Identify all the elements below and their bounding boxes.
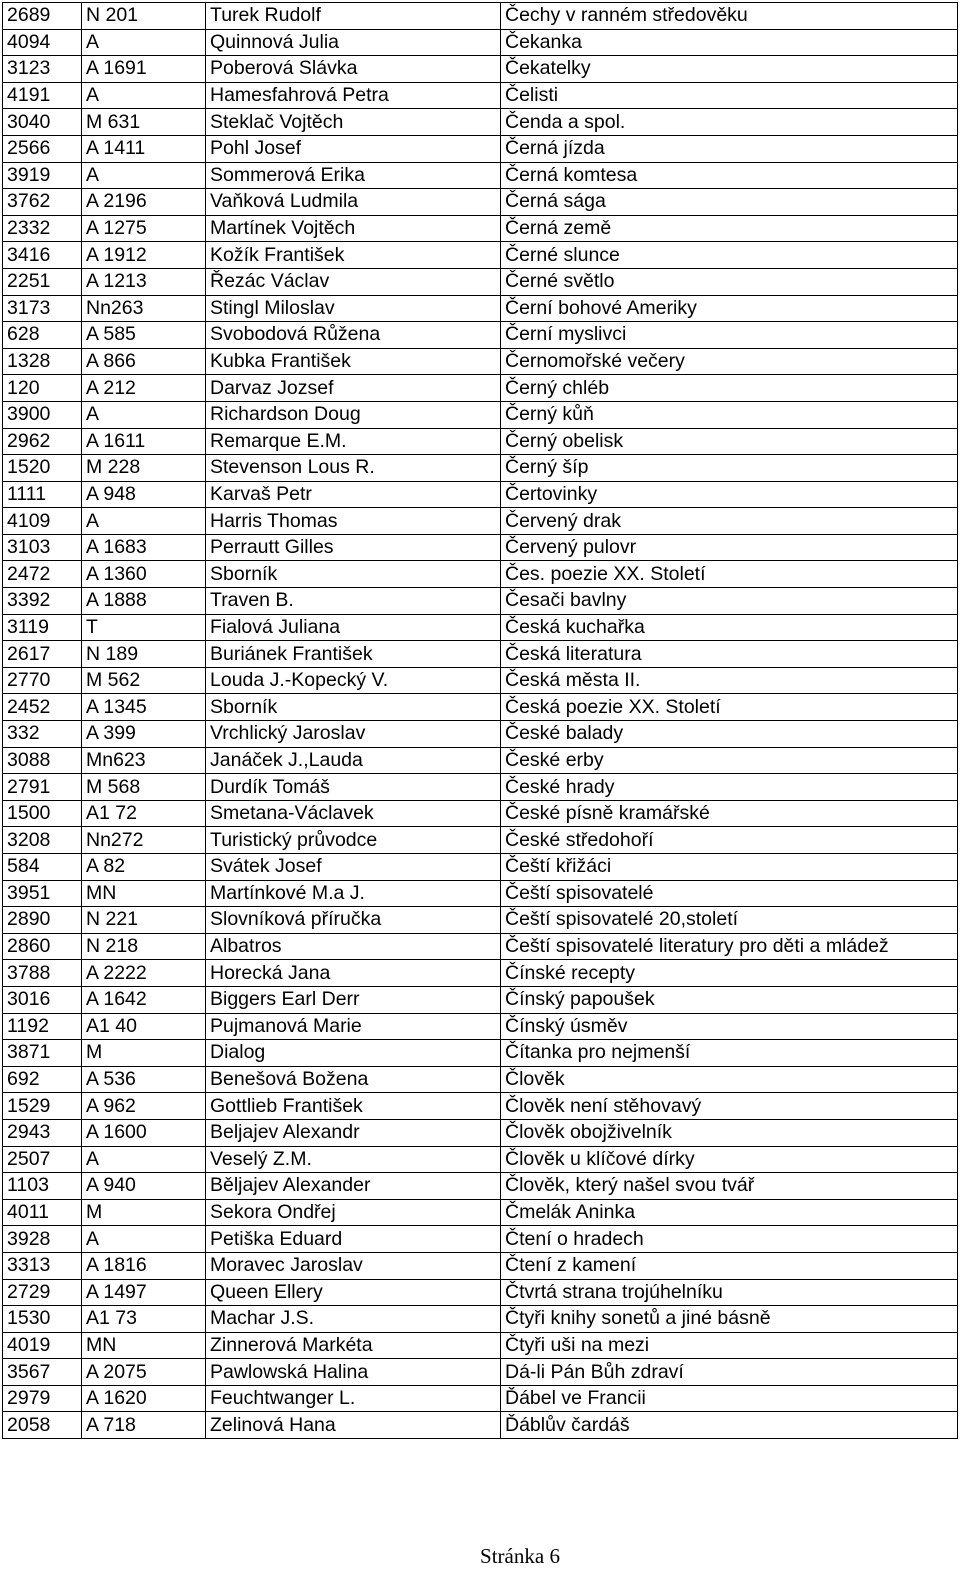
table-row bbox=[3, 774, 958, 801]
table-row bbox=[3, 56, 958, 83]
author-cell: Durdík Tomáš bbox=[206, 774, 501, 801]
book-id-cell: 2507 bbox=[3, 1146, 82, 1173]
book-id-cell: 4094 bbox=[3, 29, 82, 56]
book-title-cell: Česká poezie XX. Století bbox=[501, 694, 958, 721]
author-cell: Kubka František bbox=[206, 348, 501, 375]
author-cell: Beljajev Alexandr bbox=[206, 1119, 501, 1146]
shelf-signature-cell: A 1691 bbox=[82, 56, 206, 83]
table-row bbox=[3, 721, 958, 748]
shelf-signature-cell: M 568 bbox=[82, 774, 206, 801]
author-cell: Pohl Josef bbox=[206, 135, 501, 162]
author-cell: Slovníková příručka bbox=[206, 907, 501, 934]
shelf-signature-cell: A 1620 bbox=[82, 1385, 206, 1412]
table-row bbox=[3, 1306, 958, 1333]
shelf-signature-cell: M 631 bbox=[82, 109, 206, 136]
book-id-cell: 3173 bbox=[3, 295, 82, 322]
shelf-signature-cell: Nn263 bbox=[82, 295, 206, 322]
book-id-cell: 1500 bbox=[3, 800, 82, 827]
book-title-cell: Černé světlo bbox=[501, 268, 958, 295]
book-id-cell: 3900 bbox=[3, 401, 82, 428]
shelf-signature-cell: A 212 bbox=[82, 375, 206, 402]
book-id-cell: 2452 bbox=[3, 694, 82, 721]
table-row bbox=[3, 986, 958, 1013]
book-id-cell: 2770 bbox=[3, 667, 82, 694]
shelf-signature-cell: M 228 bbox=[82, 455, 206, 482]
table-row bbox=[3, 215, 958, 242]
table-row bbox=[3, 295, 958, 322]
table-row bbox=[3, 561, 958, 588]
shelf-signature-cell: A 1360 bbox=[82, 561, 206, 588]
book-id-cell: 1192 bbox=[3, 1013, 82, 1040]
table-row bbox=[3, 322, 958, 349]
book-title-cell: Černomořské večery bbox=[501, 348, 958, 375]
book-title-cell: České středohoří bbox=[501, 827, 958, 854]
table-row bbox=[3, 1199, 958, 1226]
book-title-cell: Česká literatura bbox=[501, 641, 958, 668]
shelf-signature-cell: A 718 bbox=[82, 1412, 206, 1439]
book-id-cell: 3123 bbox=[3, 56, 82, 83]
book-id-cell: 3040 bbox=[3, 109, 82, 136]
author-cell: Pujmanová Marie bbox=[206, 1013, 501, 1040]
book-title-cell: Černý kůň bbox=[501, 401, 958, 428]
author-cell: Sekora Ondřej bbox=[206, 1199, 501, 1226]
table-row bbox=[3, 854, 958, 881]
book-title-cell: České erby bbox=[501, 747, 958, 774]
author-cell: Sommerová Erika bbox=[206, 162, 501, 189]
book-title-cell: Čes. poezie XX. Století bbox=[501, 561, 958, 588]
book-title-cell: Čtení z kamení bbox=[501, 1252, 958, 1279]
table-row bbox=[3, 268, 958, 295]
book-id-cell: 584 bbox=[3, 854, 82, 881]
table-row bbox=[3, 189, 958, 216]
shelf-signature-cell: A bbox=[82, 1146, 206, 1173]
book-title-cell: Člověk u klíčové dírky bbox=[501, 1146, 958, 1173]
table-row bbox=[3, 455, 958, 482]
author-cell: Gottlieb František bbox=[206, 1093, 501, 1120]
shelf-signature-cell: A 2222 bbox=[82, 960, 206, 987]
table-row bbox=[3, 827, 958, 854]
shelf-signature-cell: A 962 bbox=[82, 1093, 206, 1120]
book-id-cell: 2943 bbox=[3, 1119, 82, 1146]
author-cell: Karvaš Petr bbox=[206, 481, 501, 508]
book-title-cell: Čekatelky bbox=[501, 56, 958, 83]
table-row bbox=[3, 694, 958, 721]
author-cell: Steklač Vojtěch bbox=[206, 109, 501, 136]
author-cell: Traven B. bbox=[206, 588, 501, 615]
author-cell: Benešová Božena bbox=[206, 1066, 501, 1093]
author-cell: Řezác Václav bbox=[206, 268, 501, 295]
shelf-signature-cell: A 2196 bbox=[82, 189, 206, 216]
author-cell: Sborník bbox=[206, 694, 501, 721]
author-cell: Stevenson Lous R. bbox=[206, 455, 501, 482]
book-id-cell: 3088 bbox=[3, 747, 82, 774]
book-id-cell: 3119 bbox=[3, 614, 82, 641]
author-cell: Queen Ellery bbox=[206, 1279, 501, 1306]
book-title-cell: Člověk bbox=[501, 1066, 958, 1093]
shelf-signature-cell: MN bbox=[82, 1332, 206, 1359]
table-row bbox=[3, 508, 958, 535]
book-id-cell: 3919 bbox=[3, 162, 82, 189]
author-cell: Remarque E.M. bbox=[206, 428, 501, 455]
book-title-cell: Čínské recepty bbox=[501, 960, 958, 987]
shelf-signature-cell: T bbox=[82, 614, 206, 641]
book-id-cell: 3313 bbox=[3, 1252, 82, 1279]
book-title-cell: Ďábel ve Francii bbox=[501, 1385, 958, 1412]
shelf-signature-cell: A 1213 bbox=[82, 268, 206, 295]
table-row bbox=[3, 375, 958, 402]
author-cell: Svátek Josef bbox=[206, 854, 501, 881]
table-row bbox=[3, 907, 958, 934]
table-row bbox=[3, 1226, 958, 1253]
book-id-cell: 2890 bbox=[3, 907, 82, 934]
book-title-cell: Čelisti bbox=[501, 82, 958, 109]
shelf-signature-cell: A 1683 bbox=[82, 534, 206, 561]
book-id-cell: 1103 bbox=[3, 1173, 82, 1200]
table-row bbox=[3, 614, 958, 641]
book-id-cell: 1520 bbox=[3, 455, 82, 482]
table-row bbox=[3, 880, 958, 907]
shelf-signature-cell: A bbox=[82, 29, 206, 56]
author-cell: Kožík František bbox=[206, 242, 501, 269]
book-id-cell: 1328 bbox=[3, 348, 82, 375]
table-row bbox=[3, 747, 958, 774]
table-row bbox=[3, 29, 958, 56]
book-id-cell: 4011 bbox=[3, 1199, 82, 1226]
book-id-cell: 3871 bbox=[3, 1040, 82, 1067]
table-row bbox=[3, 82, 958, 109]
book-title-cell: Čítanka pro nejmenší bbox=[501, 1040, 958, 1067]
book-id-cell: 3016 bbox=[3, 986, 82, 1013]
shelf-signature-cell: A 1816 bbox=[82, 1252, 206, 1279]
author-cell: Quinnová Julia bbox=[206, 29, 501, 56]
book-id-cell: 2689 bbox=[3, 3, 82, 30]
author-cell: Vrchlický Jaroslav bbox=[206, 721, 501, 748]
shelf-signature-cell: A 940 bbox=[82, 1173, 206, 1200]
table-row bbox=[3, 588, 958, 615]
book-title-cell: Čínský papoušek bbox=[501, 986, 958, 1013]
book-id-cell: 3567 bbox=[3, 1359, 82, 1386]
shelf-signature-cell: A bbox=[82, 508, 206, 535]
author-cell: Vaňková Ludmila bbox=[206, 189, 501, 216]
shelf-signature-cell: A 1912 bbox=[82, 242, 206, 269]
shelf-signature-cell: N 201 bbox=[82, 3, 206, 30]
book-title-cell: Čtení o hradech bbox=[501, 1226, 958, 1253]
book-title-cell: České balady bbox=[501, 721, 958, 748]
book-id-cell: 4109 bbox=[3, 508, 82, 535]
shelf-signature-cell: A 536 bbox=[82, 1066, 206, 1093]
page-number-footer: Stránka 6 bbox=[480, 1544, 560, 1568]
table-row bbox=[3, 800, 958, 827]
book-title-cell: Čertovinky bbox=[501, 481, 958, 508]
table-row bbox=[3, 1040, 958, 1067]
author-cell: Petiška Eduard bbox=[206, 1226, 501, 1253]
shelf-signature-cell: M 562 bbox=[82, 667, 206, 694]
table-row bbox=[3, 428, 958, 455]
book-id-cell: 3762 bbox=[3, 189, 82, 216]
table-row bbox=[3, 1279, 958, 1306]
book-title-cell: Čekanka bbox=[501, 29, 958, 56]
book-title-cell: Černý šíp bbox=[501, 455, 958, 482]
table-row bbox=[3, 109, 958, 136]
author-cell: Darvaz Jozsef bbox=[206, 375, 501, 402]
author-cell: Horecká Jana bbox=[206, 960, 501, 987]
book-title-cell: Člověk není stěhovavý bbox=[501, 1093, 958, 1120]
book-title-cell: Česká města II. bbox=[501, 667, 958, 694]
shelf-signature-cell: A1 40 bbox=[82, 1013, 206, 1040]
table-row bbox=[3, 667, 958, 694]
book-id-cell: 2729 bbox=[3, 1279, 82, 1306]
table-row bbox=[3, 3, 958, 30]
author-cell: Richardson Doug bbox=[206, 401, 501, 428]
shelf-signature-cell: N 221 bbox=[82, 907, 206, 934]
book-title-cell: České písně kramářské bbox=[501, 800, 958, 827]
author-cell: Feuchtwanger L. bbox=[206, 1385, 501, 1412]
shelf-signature-cell: A 866 bbox=[82, 348, 206, 375]
table-row bbox=[3, 641, 958, 668]
shelf-signature-cell: A bbox=[82, 82, 206, 109]
author-cell: Turek Rudolf bbox=[206, 3, 501, 30]
book-title-cell: Červený drak bbox=[501, 508, 958, 535]
author-cell: Hamesfahrová Petra bbox=[206, 82, 501, 109]
shelf-signature-cell: A 1411 bbox=[82, 135, 206, 162]
author-cell: Albatros bbox=[206, 933, 501, 960]
shelf-signature-cell: A 1600 bbox=[82, 1119, 206, 1146]
book-id-cell: 1530 bbox=[3, 1306, 82, 1333]
shelf-signature-cell: A 1611 bbox=[82, 428, 206, 455]
author-cell: Běljajev Alexander bbox=[206, 1173, 501, 1200]
table-row bbox=[3, 1119, 958, 1146]
author-cell: Harris Thomas bbox=[206, 508, 501, 535]
table-row bbox=[3, 1332, 958, 1359]
table-row bbox=[3, 1013, 958, 1040]
book-catalog-body bbox=[3, 3, 958, 1439]
shelf-signature-cell: A 585 bbox=[82, 322, 206, 349]
book-title-cell: Čtvrtá strana trojúhelníku bbox=[501, 1279, 958, 1306]
book-id-cell: 3928 bbox=[3, 1226, 82, 1253]
author-cell: Dialog bbox=[206, 1040, 501, 1067]
author-cell: Machar J.S. bbox=[206, 1306, 501, 1333]
book-title-cell: Černá komtesa bbox=[501, 162, 958, 189]
book-id-cell: 628 bbox=[3, 322, 82, 349]
book-id-cell: 2979 bbox=[3, 1385, 82, 1412]
shelf-signature-cell: A 1497 bbox=[82, 1279, 206, 1306]
author-cell: Svobodová Růžena bbox=[206, 322, 501, 349]
book-title-cell: Černá sága bbox=[501, 189, 958, 216]
table-row bbox=[3, 1093, 958, 1120]
author-cell: Pawlowská Halina bbox=[206, 1359, 501, 1386]
book-title-cell: Čeští spisovatelé 20,století bbox=[501, 907, 958, 934]
book-id-cell: 2058 bbox=[3, 1412, 82, 1439]
book-id-cell: 2962 bbox=[3, 428, 82, 455]
shelf-signature-cell: A 1345 bbox=[82, 694, 206, 721]
book-title-cell: Česká kuchařka bbox=[501, 614, 958, 641]
book-title-cell: Čmelák Aninka bbox=[501, 1199, 958, 1226]
table-row bbox=[3, 242, 958, 269]
book-id-cell: 1529 bbox=[3, 1093, 82, 1120]
book-id-cell: 3951 bbox=[3, 880, 82, 907]
book-id-cell: 2860 bbox=[3, 933, 82, 960]
shelf-signature-cell: A bbox=[82, 1226, 206, 1253]
book-title-cell: Černý chléb bbox=[501, 375, 958, 402]
author-cell: Veselý Z.M. bbox=[206, 1146, 501, 1173]
table-row bbox=[3, 960, 958, 987]
book-id-cell: 2251 bbox=[3, 268, 82, 295]
author-cell: Zinnerová Markéta bbox=[206, 1332, 501, 1359]
book-title-cell: České hrady bbox=[501, 774, 958, 801]
table-row bbox=[3, 135, 958, 162]
table-row bbox=[3, 1252, 958, 1279]
author-cell: Louda J.-Kopecký V. bbox=[206, 667, 501, 694]
book-title-cell: Černé slunce bbox=[501, 242, 958, 269]
book-id-cell: 332 bbox=[3, 721, 82, 748]
book-id-cell: 3788 bbox=[3, 960, 82, 987]
book-id-cell: 120 bbox=[3, 375, 82, 402]
author-cell: Buriánek František bbox=[206, 641, 501, 668]
book-title-cell: Černá jízda bbox=[501, 135, 958, 162]
book-title-cell: Čeští spisovatelé bbox=[501, 880, 958, 907]
book-title-cell: Člověk obojživelník bbox=[501, 1119, 958, 1146]
book-title-cell: Čeští spisovatelé literatury pro děti a mládež bbox=[501, 933, 958, 960]
shelf-signature-cell: M bbox=[82, 1199, 206, 1226]
book-catalog-table bbox=[2, 2, 958, 1439]
book-id-cell: 2472 bbox=[3, 561, 82, 588]
shelf-signature-cell: A1 73 bbox=[82, 1306, 206, 1333]
author-cell: Poberová Slávka bbox=[206, 56, 501, 83]
book-title-cell: Čeští křižáci bbox=[501, 854, 958, 881]
book-title-cell: Česači bavlny bbox=[501, 588, 958, 615]
book-title-cell: Čínský úsměv bbox=[501, 1013, 958, 1040]
table-row bbox=[3, 534, 958, 561]
shelf-signature-cell: Mn623 bbox=[82, 747, 206, 774]
author-cell: Martínek Vojtěch bbox=[206, 215, 501, 242]
book-title-cell: Černá země bbox=[501, 215, 958, 242]
shelf-signature-cell: A 399 bbox=[82, 721, 206, 748]
shelf-signature-cell: MN bbox=[82, 880, 206, 907]
book-id-cell: 2332 bbox=[3, 215, 82, 242]
book-title-cell: Černí myslivci bbox=[501, 322, 958, 349]
book-title-cell: Ďáblův čardáš bbox=[501, 1412, 958, 1439]
author-cell: Sborník bbox=[206, 561, 501, 588]
book-id-cell: 1111 bbox=[3, 481, 82, 508]
author-cell: Fialová Juliana bbox=[206, 614, 501, 641]
book-id-cell: 3103 bbox=[3, 534, 82, 561]
book-title-cell: Čechy v ranném středověku bbox=[501, 3, 958, 30]
shelf-signature-cell: A bbox=[82, 401, 206, 428]
book-id-cell: 4019 bbox=[3, 1332, 82, 1359]
book-id-cell: 4191 bbox=[3, 82, 82, 109]
shelf-signature-cell: A 1642 bbox=[82, 986, 206, 1013]
author-cell: Stingl Miloslav bbox=[206, 295, 501, 322]
author-cell: Biggers Earl Derr bbox=[206, 986, 501, 1013]
table-row bbox=[3, 481, 958, 508]
author-cell: Smetana-Václavek bbox=[206, 800, 501, 827]
shelf-signature-cell: N 189 bbox=[82, 641, 206, 668]
book-title-cell: Čtyři uši na mezi bbox=[501, 1332, 958, 1359]
table-row bbox=[3, 348, 958, 375]
table-row bbox=[3, 1385, 958, 1412]
shelf-signature-cell: N 218 bbox=[82, 933, 206, 960]
author-cell: Perrautt Gilles bbox=[206, 534, 501, 561]
shelf-signature-cell: A 948 bbox=[82, 481, 206, 508]
shelf-signature-cell: A1 72 bbox=[82, 800, 206, 827]
book-id-cell: 2791 bbox=[3, 774, 82, 801]
book-id-cell: 3208 bbox=[3, 827, 82, 854]
book-title-cell: Černí bohové Ameriky bbox=[501, 295, 958, 322]
book-id-cell: 692 bbox=[3, 1066, 82, 1093]
book-id-cell: 2566 bbox=[3, 135, 82, 162]
shelf-signature-cell: Nn272 bbox=[82, 827, 206, 854]
author-cell: Janáček J.,Lauda bbox=[206, 747, 501, 774]
table-row bbox=[3, 1173, 958, 1200]
book-title-cell: Člověk, který našel svou tvář bbox=[501, 1173, 958, 1200]
table-row bbox=[3, 1066, 958, 1093]
shelf-signature-cell: A 2075 bbox=[82, 1359, 206, 1386]
author-cell: Zelinová Hana bbox=[206, 1412, 501, 1439]
author-cell: Martínkové M.a J. bbox=[206, 880, 501, 907]
book-title-cell: Čtyři knihy sonetů a jiné básně bbox=[501, 1306, 958, 1333]
table-row bbox=[3, 162, 958, 189]
table-row bbox=[3, 1146, 958, 1173]
table-row bbox=[3, 1412, 958, 1439]
shelf-signature-cell: A bbox=[82, 162, 206, 189]
author-cell: Turistický průvodce bbox=[206, 827, 501, 854]
shelf-signature-cell: A 82 bbox=[82, 854, 206, 881]
table-row bbox=[3, 401, 958, 428]
shelf-signature-cell: A 1888 bbox=[82, 588, 206, 615]
book-id-cell: 3416 bbox=[3, 242, 82, 269]
shelf-signature-cell: A 1275 bbox=[82, 215, 206, 242]
book-title-cell: Čenda a spol. bbox=[501, 109, 958, 136]
table-row bbox=[3, 1359, 958, 1386]
book-title-cell: Červený pulovr bbox=[501, 534, 958, 561]
book-title-cell: Dá-li Pán Bůh zdraví bbox=[501, 1359, 958, 1386]
book-title-cell: Černý obelisk bbox=[501, 428, 958, 455]
author-cell: Moravec Jaroslav bbox=[206, 1252, 501, 1279]
book-id-cell: 2617 bbox=[3, 641, 82, 668]
shelf-signature-cell: M bbox=[82, 1040, 206, 1067]
book-id-cell: 3392 bbox=[3, 588, 82, 615]
table-row bbox=[3, 933, 958, 960]
